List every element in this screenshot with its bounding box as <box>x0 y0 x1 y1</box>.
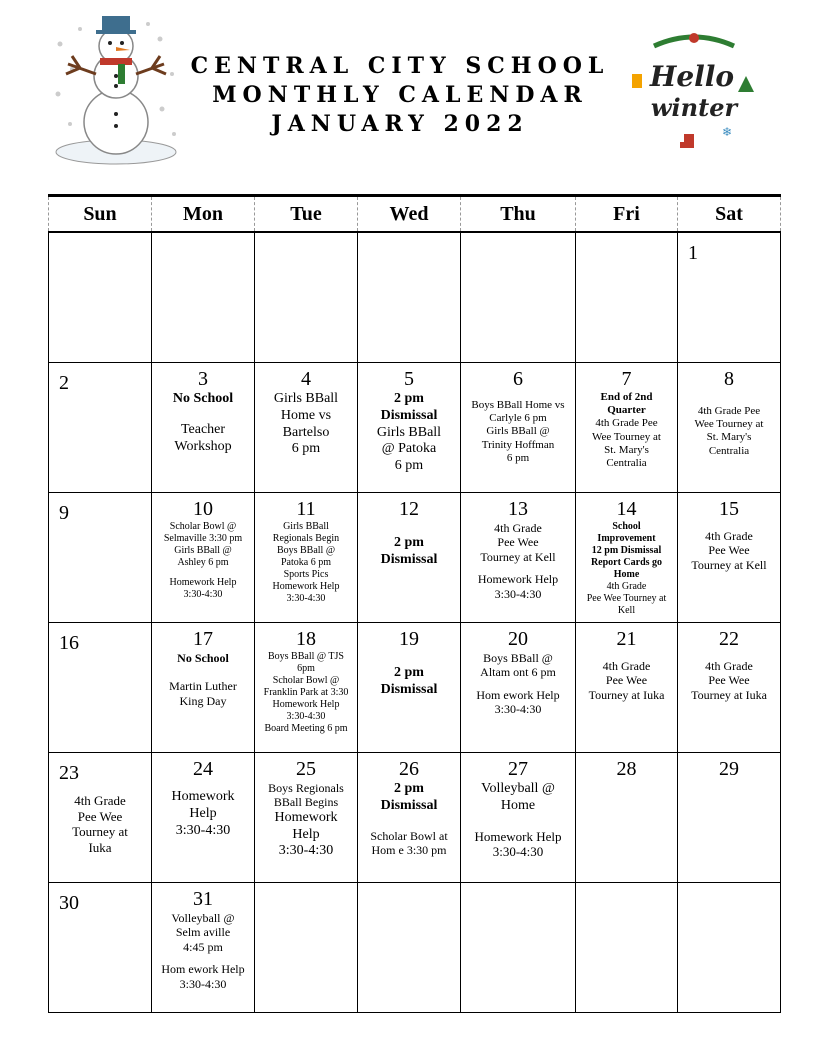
event-text: 3:30-4:30 <box>183 589 223 600</box>
event-text: 6 pm <box>291 441 321 457</box>
event-text: Homework Help <box>474 828 562 844</box>
title-month: JANUARY 2022 <box>271 111 529 137</box>
event-text: Homework Help <box>477 572 559 587</box>
event-text: Quarter <box>607 404 646 417</box>
event-text: Selm aville <box>175 925 231 940</box>
day-cell-31 <box>152 883 255 1013</box>
event-text: Board Meeting 6 pm <box>264 723 348 734</box>
day-number: 22 <box>719 628 739 650</box>
day-number: 19 <box>399 628 419 650</box>
day-number: 10 <box>193 498 213 520</box>
day-cell-12 <box>358 493 461 623</box>
event-text: 6pm <box>297 663 315 674</box>
event-text: Tourney at Iuka <box>588 687 665 702</box>
day-cell-13 <box>461 493 576 623</box>
event-text: Centralia <box>708 444 750 457</box>
day-number: 6 <box>513 368 523 390</box>
event-text: Franklin Park at 3:30 <box>263 687 349 698</box>
day-cell-23 <box>49 753 152 883</box>
event-text: Homework Help <box>169 577 237 588</box>
day-number: 9 <box>59 502 69 524</box>
weekday-tue: Tue <box>255 196 358 233</box>
event-text: Kell <box>617 605 636 616</box>
day-number: 15 <box>719 498 739 520</box>
day-number: 5 <box>404 368 414 390</box>
day-cell-10 <box>152 493 255 623</box>
event-text: Pee Wee <box>77 808 123 824</box>
calendar-title <box>190 52 610 139</box>
event-text: 4th Grade <box>705 529 753 543</box>
day-cell-8 <box>678 363 781 493</box>
event-text: Dismissal <box>380 551 438 567</box>
empty-day-cell <box>358 883 461 1013</box>
empty-day-cell <box>255 232 358 363</box>
day-cell-20 <box>461 623 576 753</box>
event-text: Volleyball @ <box>481 781 555 796</box>
event-text: Home <box>500 797 536 813</box>
event-text: Hom ework Help <box>161 962 245 977</box>
event-text: 3:30-4:30 <box>492 844 544 860</box>
event-text: Homework Help <box>272 699 340 710</box>
weekday-thu: Thu <box>461 196 576 233</box>
day-cell-30 <box>49 883 152 1013</box>
day-cell-7 <box>576 363 678 493</box>
day-cell-28 <box>576 753 678 883</box>
day-number: 20 <box>508 628 528 650</box>
event-text: Help <box>189 805 217 821</box>
event-text: 12 pm Dismissal <box>591 545 662 556</box>
day-cell-14 <box>576 493 678 623</box>
calendar-header <box>0 0 816 190</box>
weekday-fri: Fri <box>576 196 678 233</box>
event-text: Pee Wee Tourney at <box>586 593 667 604</box>
event-text: 3:30-4:30 <box>286 711 326 722</box>
event-text: Report Cards go <box>590 557 663 568</box>
day-number: 11 <box>296 498 316 520</box>
weekday-sun: Sun <box>49 196 152 233</box>
event-text: Pee Wee <box>708 543 750 558</box>
empty-day-cell <box>358 232 461 363</box>
day-cell-1 <box>678 232 781 363</box>
event-text: Wee Tourney at <box>591 430 661 443</box>
event-text: 3:30-4:30 <box>179 976 227 991</box>
day-cell-3 <box>152 363 255 493</box>
title-calendar: MONTHLY CALENDAR <box>212 82 588 108</box>
event-text: End of 2nd <box>600 391 653 403</box>
event-text: 4:45 pm <box>183 939 223 954</box>
event-text: Home <box>613 569 640 580</box>
event-text: Tourney at Iuka <box>691 687 767 702</box>
event-text: 3:30-4:30 <box>286 593 326 604</box>
empty-day-cell <box>255 883 358 1013</box>
day-number: 14 <box>616 498 637 520</box>
week-row <box>49 623 781 753</box>
week-row <box>49 883 781 1013</box>
day-number: 18 <box>296 628 316 650</box>
event-text: No School <box>172 391 234 406</box>
day-cell-19 <box>358 623 461 753</box>
event-text: 3:30-4:30 <box>494 586 542 601</box>
event-text: Homework <box>274 809 338 825</box>
event-text: Pee Wee <box>605 673 648 688</box>
day-cell-25 <box>255 753 358 883</box>
event-text: Pee Wee <box>497 535 539 550</box>
event-text: Martin Luther <box>169 679 237 694</box>
event-text: Boys BBall @ <box>276 545 336 556</box>
event-text: Hom e 3:30 pm <box>371 842 447 857</box>
event-text: 4th Grade Pee <box>595 417 658 430</box>
event-text: Girls BBall @ <box>174 545 232 556</box>
day-number: 24 <box>193 758 213 780</box>
event-text: Girls BBall <box>376 424 442 440</box>
day-number: 28 <box>616 758 637 780</box>
day-cell-21 <box>576 623 678 753</box>
event-text: 2 pm <box>394 665 424 680</box>
event-text: 4th Grade <box>705 659 753 673</box>
weekday-sat: Sat <box>678 196 781 233</box>
event-text: St. Mary's <box>604 443 649 456</box>
event-text: 3:30-4:30 <box>278 843 334 859</box>
event-text: Iuka <box>88 839 112 855</box>
event-text: Patoka 6 pm <box>281 557 331 568</box>
event-text: Boys Regionals <box>268 781 344 795</box>
empty-day-cell <box>49 232 152 363</box>
event-text: Workshop <box>174 438 232 454</box>
day-number: 26 <box>399 758 419 780</box>
day-cell-15 <box>678 493 781 623</box>
day-number: 3 <box>198 368 208 390</box>
empty-day-cell <box>576 232 678 363</box>
event-text: No School <box>177 651 229 665</box>
event-text: 3:30-4:30 <box>175 822 231 838</box>
day-number: 27 <box>508 758 528 780</box>
week-row <box>49 232 781 363</box>
event-text: Boys BBall @ <box>483 651 553 665</box>
event-text: Homework <box>171 789 235 804</box>
day-cell-9 <box>49 493 152 623</box>
day-cell-18 <box>255 623 358 753</box>
day-cell-5 <box>358 363 461 493</box>
hello-text: Hello <box>649 60 735 93</box>
day-number: 29 <box>719 758 739 780</box>
event-text: 6 pm <box>394 458 424 474</box>
event-text: Hom ework Help <box>476 687 560 702</box>
hello-winter-logo <box>624 28 764 168</box>
event-text: Tourney at <box>72 824 128 840</box>
week-row <box>49 753 781 883</box>
event-text: Trinity Hoffman <box>481 438 555 451</box>
day-cell-22 <box>678 623 781 753</box>
event-text: Centralia <box>606 456 647 469</box>
event-text: @ Patoka <box>381 441 437 457</box>
event-text: Girls BBall <box>283 521 329 532</box>
event-text: 4th Grade <box>494 521 542 535</box>
event-text: Volleyball @ <box>171 911 235 925</box>
event-text: Dismissal <box>380 407 438 423</box>
day-number: 25 <box>296 758 316 780</box>
weekday-header-row <box>49 196 781 233</box>
event-text: Help <box>292 826 320 842</box>
snowman-icon <box>50 14 180 174</box>
day-cell-24 <box>152 753 255 883</box>
empty-day-cell <box>576 883 678 1013</box>
day-number: 12 <box>399 498 419 520</box>
event-text: Homework Help <box>272 581 340 592</box>
day-number: 31 <box>193 888 213 910</box>
event-text: 2 pm <box>394 781 424 796</box>
event-text: Pee Wee <box>708 673 750 688</box>
event-text: Dismissal <box>380 797 438 813</box>
month-calendar <box>48 194 781 1013</box>
weekday-mon: Mon <box>152 196 255 233</box>
empty-day-cell <box>152 232 255 363</box>
week-row <box>49 363 781 493</box>
event-text: 2 pm <box>394 535 424 550</box>
day-cell-4 <box>255 363 358 493</box>
event-text: St. Mary's <box>706 431 752 444</box>
day-cell-26 <box>358 753 461 883</box>
event-text: Scholar Bowl @ <box>169 521 237 532</box>
day-number: 4 <box>301 368 311 390</box>
day-cell-17 <box>152 623 255 753</box>
event-text: Tourney at Kell <box>691 557 767 572</box>
weekday-wed: Wed <box>358 196 461 233</box>
week-row <box>49 493 781 623</box>
event-text: Tourney at Kell <box>480 549 556 564</box>
day-cell-2 <box>49 363 152 493</box>
day-cell-29 <box>678 753 781 883</box>
empty-day-cell <box>678 883 781 1013</box>
event-text: 4th Grade <box>606 581 647 592</box>
event-text: 2 pm <box>394 391 424 406</box>
event-text: King Day <box>179 693 227 708</box>
event-text: School <box>612 521 641 532</box>
day-cell-6 <box>461 363 576 493</box>
event-text: Sports Pics <box>283 569 329 580</box>
event-text: Home vs <box>280 407 332 423</box>
event-text: BBall Begins <box>273 795 339 810</box>
event-text: Scholar Bowl at <box>370 828 448 843</box>
event-text: 3:30-4:30 <box>494 702 542 717</box>
event-text: Altam ont 6 pm <box>480 665 556 680</box>
empty-day-cell <box>461 883 576 1013</box>
event-text: Carlyle 6 pm <box>489 412 547 425</box>
event-text: Improvement <box>597 533 656 544</box>
event-text: Boys BBall @ TJS <box>268 651 344 662</box>
event-text: Teacher <box>180 421 226 437</box>
day-number: 16 <box>59 632 79 654</box>
day-cell-16 <box>49 623 152 753</box>
day-number: 1 <box>688 242 698 264</box>
day-number: 17 <box>193 628 213 650</box>
empty-day-cell <box>461 232 576 363</box>
event-text: Girls BBall <box>273 391 339 406</box>
day-number: 30 <box>59 892 79 914</box>
event-text: 4th Grade Pee <box>697 405 761 417</box>
event-text: Wee Tourney at <box>694 418 764 431</box>
day-number: 7 <box>621 368 632 390</box>
event-text: Regionals Begin <box>272 533 340 544</box>
event-text: Selmaville 3:30 pm <box>163 533 243 544</box>
event-text: Boys BBall Home vs <box>471 399 565 411</box>
day-cell-11 <box>255 493 358 623</box>
event-text: Scholar Bowl @ <box>272 675 340 686</box>
day-number: 23 <box>59 762 79 784</box>
day-number: 2 <box>59 372 69 394</box>
day-cell-27 <box>461 753 576 883</box>
svg-text:❄: ❄ <box>722 125 733 139</box>
day-number: 8 <box>724 368 734 390</box>
event-text: 4th Grade <box>602 659 651 673</box>
event-text: Girls BBall @ <box>486 425 550 438</box>
event-text: Dismissal <box>380 681 438 697</box>
winter-text: winter <box>650 93 738 122</box>
day-number: 13 <box>508 498 528 520</box>
event-text: Ashley 6 pm <box>177 557 229 568</box>
event-text: 4th Grade <box>74 793 126 808</box>
title-school: CENTRAL CITY SCHOOL <box>190 53 610 79</box>
day-number: 21 <box>616 628 637 650</box>
event-text: 6 pm <box>506 451 530 464</box>
event-text: Bartelso <box>282 424 330 440</box>
